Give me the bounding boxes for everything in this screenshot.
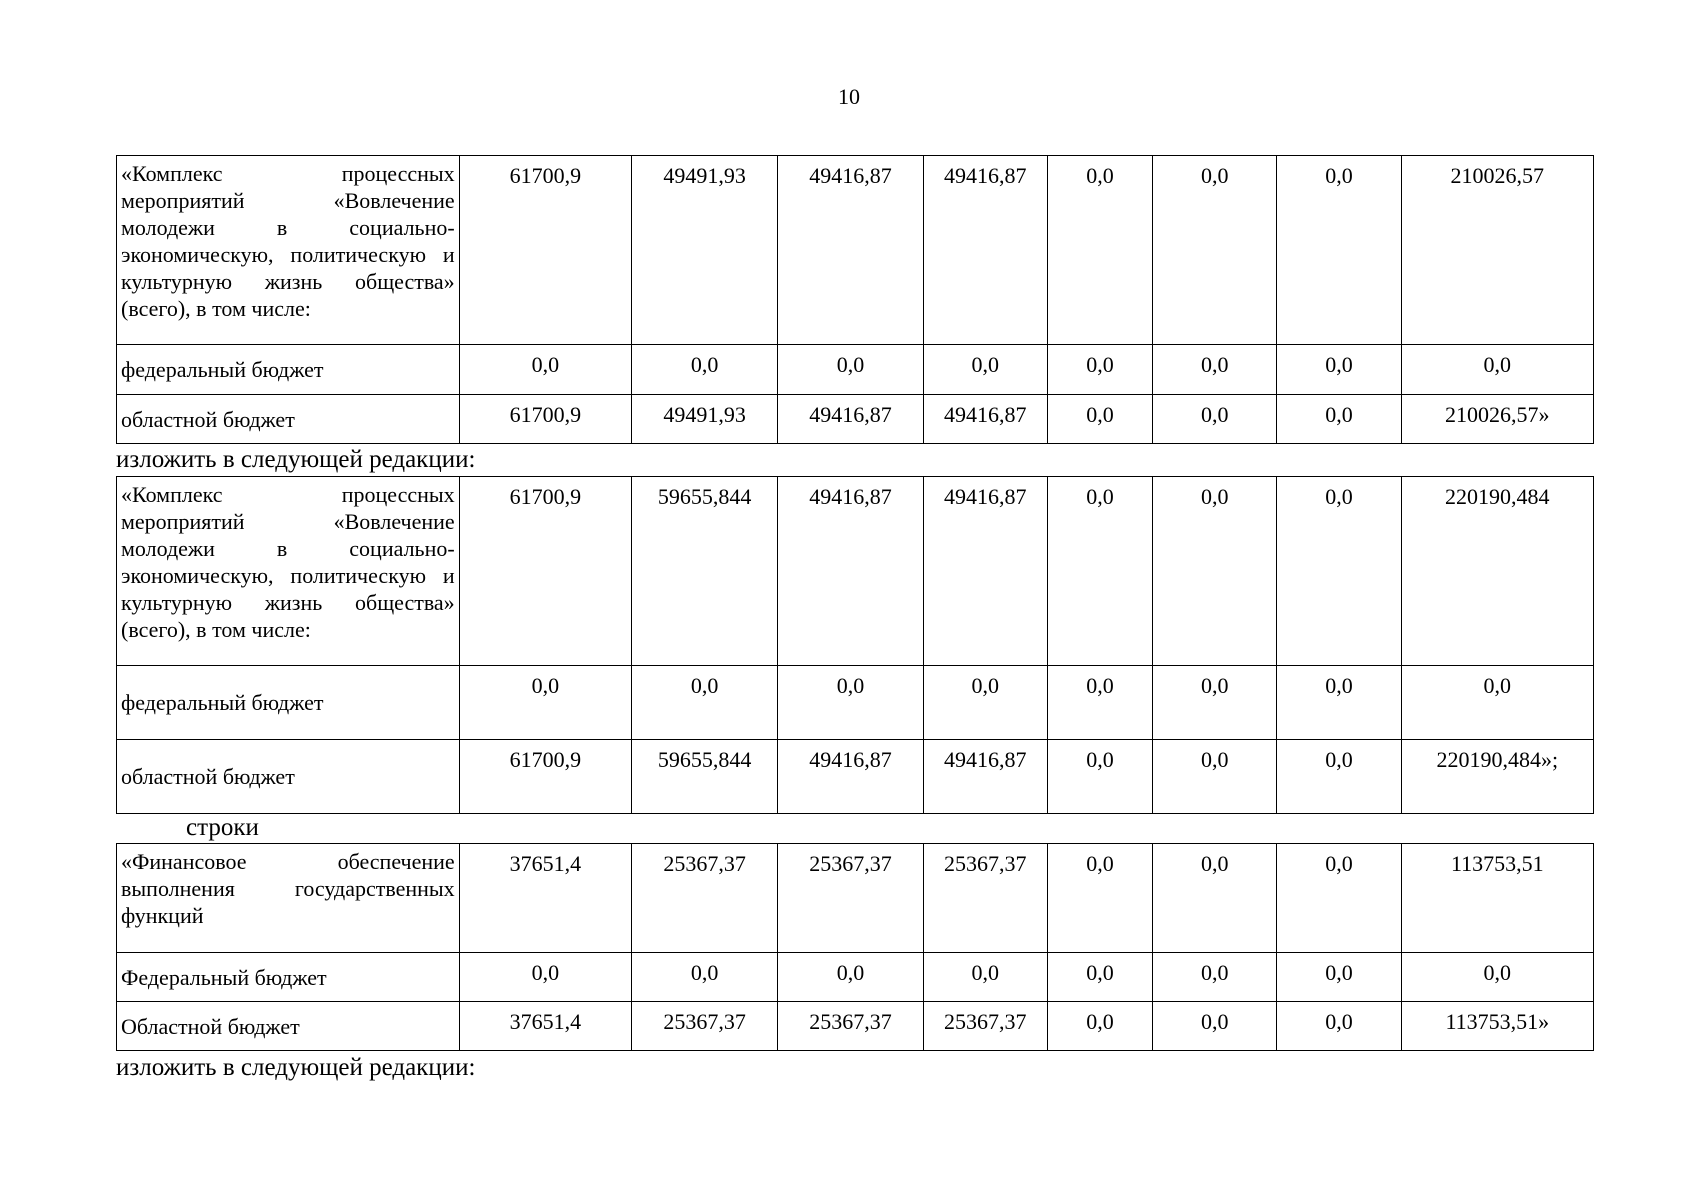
value-cell: 49416,87 [923, 156, 1047, 345]
row-label: областной бюджет [117, 740, 460, 814]
value-cell: 0,0 [923, 953, 1047, 1002]
table-row [117, 395, 1594, 444]
table-row [117, 666, 1594, 740]
value-cell: 0,0 [1277, 1002, 1401, 1051]
caption-replace-1: изложить в следующей редакции: [116, 446, 476, 473]
value-cell: 61700,9 [459, 740, 631, 814]
table-row [117, 477, 1594, 666]
value-cell: 49416,87 [778, 156, 923, 345]
row-label: «Комплекс процессных мероприятий «Вовлечение молодежи в социально-экономическую, политическую и культурную жизнь общества» (всего), в том числе: [117, 477, 460, 666]
row-label: Федеральный бюджет [117, 953, 460, 1002]
value-cell: 0,0 [459, 953, 631, 1002]
value-cell: 0,0 [1277, 477, 1401, 666]
value-cell: 37651,4 [459, 844, 631, 953]
value-cell: 210026,57» [1401, 395, 1593, 444]
value-cell: 0,0 [1047, 1002, 1152, 1051]
value-cell: 0,0 [1277, 953, 1401, 1002]
value-cell: 0,0 [1153, 477, 1277, 666]
value-cell: 25367,37 [778, 844, 923, 953]
caption-rows: строки [186, 814, 259, 841]
value-cell: 49416,87 [778, 395, 923, 444]
value-cell: 0,0 [1153, 953, 1277, 1002]
value-cell: 0,0 [1277, 395, 1401, 444]
value-cell: 25367,37 [778, 1002, 923, 1051]
value-cell: 49416,87 [923, 477, 1047, 666]
value-cell: 0,0 [1401, 345, 1593, 395]
value-cell: 25367,37 [923, 844, 1047, 953]
value-cell: 0,0 [459, 666, 631, 740]
value-cell: 0,0 [923, 666, 1047, 740]
row-label: федеральный бюджет [117, 345, 460, 395]
value-cell: 61700,9 [459, 395, 631, 444]
row-label: Областной бюджет [117, 1002, 460, 1051]
table-row [117, 345, 1594, 395]
value-cell: 49416,87 [778, 740, 923, 814]
value-cell: 0,0 [1047, 156, 1152, 345]
value-cell: 0,0 [1047, 953, 1152, 1002]
value-cell: 0,0 [1153, 844, 1277, 953]
value-cell: 25367,37 [923, 1002, 1047, 1051]
page-number: 10 [838, 84, 860, 109]
value-cell: 0,0 [1277, 345, 1401, 395]
table-row [117, 156, 1594, 345]
table-row [117, 740, 1594, 814]
value-cell: 59655,844 [632, 740, 778, 814]
value-cell: 49416,87 [778, 477, 923, 666]
value-cell: 0,0 [778, 953, 923, 1002]
value-cell: 0,0 [1153, 156, 1277, 345]
value-cell: 0,0 [632, 345, 778, 395]
value-cell: 220190,484 [1401, 477, 1593, 666]
value-cell: 0,0 [1047, 740, 1152, 814]
row-label: федеральный бюджет [117, 666, 460, 740]
value-cell: 0,0 [1047, 345, 1152, 395]
value-cell: 0,0 [778, 345, 923, 395]
value-cell: 49491,93 [632, 395, 778, 444]
value-cell: 0,0 [1277, 740, 1401, 814]
budget-table-original-2 [116, 843, 1594, 1051]
value-cell: 61700,9 [459, 477, 631, 666]
table-row [117, 953, 1594, 1002]
value-cell: 220190,484»; [1401, 740, 1593, 814]
value-cell: 0,0 [1277, 844, 1401, 953]
value-cell: 0,0 [632, 666, 778, 740]
caption-replace-2: изложить в следующей редакции: [116, 1054, 476, 1081]
value-cell: 37651,4 [459, 1002, 631, 1051]
value-cell: 49491,93 [632, 156, 778, 345]
value-cell: 0,0 [1153, 345, 1277, 395]
value-cell: 0,0 [923, 345, 1047, 395]
value-cell: 0,0 [632, 953, 778, 1002]
budget-table-original-1 [116, 155, 1594, 444]
value-cell: 0,0 [1401, 666, 1593, 740]
value-cell: 0,0 [1153, 666, 1277, 740]
value-cell: 0,0 [1401, 953, 1593, 1002]
value-cell: 210026,57 [1401, 156, 1593, 345]
value-cell: 0,0 [1047, 477, 1152, 666]
value-cell: 0,0 [778, 666, 923, 740]
value-cell: 0,0 [1047, 666, 1152, 740]
value-cell: 0,0 [1153, 1002, 1277, 1051]
value-cell: 0,0 [1047, 395, 1152, 444]
value-cell: 113753,51» [1401, 1002, 1593, 1051]
value-cell: 0,0 [1277, 156, 1401, 345]
value-cell: 49416,87 [923, 395, 1047, 444]
row-label: «Финансовое обеспечение выполнения государственных функций [117, 844, 460, 953]
table-row [117, 1002, 1594, 1051]
value-cell: 0,0 [1047, 844, 1152, 953]
value-cell: 0,0 [1153, 395, 1277, 444]
value-cell: 0,0 [1153, 740, 1277, 814]
row-label: «Комплекс процессных мероприятий «Вовлечение молодежи в социально-экономическую, политическую и культурную жизнь общества» (всего), в том числе: [117, 156, 460, 345]
table-row [117, 844, 1594, 953]
value-cell: 25367,37 [632, 844, 778, 953]
value-cell: 61700,9 [459, 156, 631, 345]
value-cell: 25367,37 [632, 1002, 778, 1051]
value-cell: 113753,51 [1401, 844, 1593, 953]
value-cell: 49416,87 [923, 740, 1047, 814]
budget-table-revised-1 [116, 476, 1594, 814]
value-cell: 0,0 [459, 345, 631, 395]
value-cell: 0,0 [1277, 666, 1401, 740]
row-label: областной бюджет [117, 395, 460, 444]
value-cell: 59655,844 [632, 477, 778, 666]
